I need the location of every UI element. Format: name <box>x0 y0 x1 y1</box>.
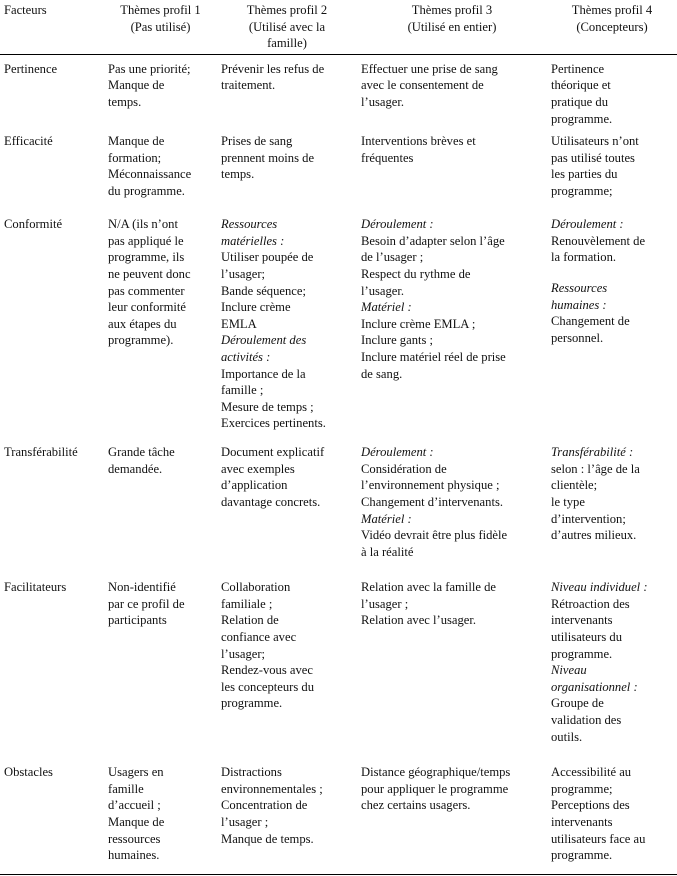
cell-text-line: programme. <box>551 111 613 126</box>
cell-text-line: programme, ils <box>108 250 185 265</box>
profile-cell-p1 <box>104 758 217 875</box>
cell-subheading: Ressources <box>551 280 608 295</box>
cell-text-line: les parties du <box>551 167 618 182</box>
cell-subheading: activités : <box>221 349 271 364</box>
cell-text-line: Mesure de temps ; <box>221 399 314 414</box>
cell-subheading: Niveau <box>551 663 587 678</box>
header-cell <box>104 0 217 54</box>
cell-subheading: Niveau individuel : <box>551 580 648 595</box>
table-row <box>0 54 677 127</box>
profile-cell-p3 <box>357 573 547 758</box>
profile-cell-p2 <box>217 210 357 438</box>
cell-text-line: ne peuvent donc <box>108 266 191 281</box>
cell-text-line: Document explicatif <box>221 445 325 460</box>
factor-cell: Efficacité <box>4 134 53 149</box>
cell-text-line: traitement. <box>221 78 276 93</box>
cell-subheading: Déroulement : <box>361 217 434 232</box>
cell-text-line: l’environnement physique ; <box>361 478 500 493</box>
cell-text-line: aux étapes du <box>108 316 177 331</box>
cell-text-line: Importance de la <box>221 366 306 381</box>
table-row <box>0 573 677 758</box>
cell-text-line: Considération de <box>361 461 447 476</box>
cell-text-line: pas appliqué le <box>108 233 184 248</box>
header-text-line: (Concepteurs) <box>576 19 648 34</box>
factor-cell: Transférabilité <box>4 445 78 460</box>
cell-text-line: Pas une priorité; <box>108 61 191 76</box>
cell-text-line: environnementales ; <box>221 781 323 796</box>
cell-text-line: Relation avec l’usager. <box>361 613 477 628</box>
cell-text-line: Perceptions des <box>551 798 630 813</box>
cell-text-line: Inclure crème EMLA ; <box>361 316 476 331</box>
cell-text-line: d’application <box>221 478 288 493</box>
factor-cell: Facilitateurs <box>4 580 67 595</box>
header-cell <box>0 0 104 54</box>
profile-cell-p3 <box>357 438 547 573</box>
cell-text-line: d’autres milieux. <box>551 528 637 543</box>
profile-cell-p4 <box>547 210 677 438</box>
header-text-line: Thèmes profil 1 <box>120 3 201 17</box>
cell-subheading: matérielles : <box>221 233 285 248</box>
cell-text-line: la formation. <box>551 250 617 265</box>
cell-text-line: programme; <box>551 183 613 198</box>
cell-text-line: Inclure gants ; <box>361 333 434 348</box>
profile-cell-p2 <box>217 438 357 573</box>
cell-text-line: validation des <box>551 712 622 727</box>
cell-text-line: avec le consentement de <box>361 78 484 93</box>
cell-text-line: leur conformité <box>108 300 186 315</box>
header-cell <box>547 0 677 54</box>
table-row <box>0 438 677 573</box>
cell-text-line: Accessibilité au <box>551 765 632 780</box>
cell-text-line: programme. <box>551 646 613 661</box>
factor-cell: Obstacles <box>0 758 104 875</box>
cell-text-line: l’usager ; <box>221 814 269 829</box>
cell-text-line: Prévenir les refus de <box>221 61 325 76</box>
cell-subheading: organisationnel : <box>551 679 638 694</box>
cell-text-line: clientèle; <box>551 478 598 493</box>
cell-subheading: Matériel : <box>361 511 412 526</box>
cell-text-line: Concentration de <box>221 798 308 813</box>
profile-cell-p1 <box>104 438 217 573</box>
cell-subheading: Déroulement : <box>551 217 624 232</box>
cell-text-line: Pertinence <box>551 61 605 76</box>
cell-subheading: humaines : <box>551 297 607 312</box>
cell-text-line: davantage concrets. <box>221 494 321 509</box>
cell-text-line: Rendez-vous avec <box>221 663 313 678</box>
cell-text-line: demandée. <box>108 461 163 476</box>
profile-cell-p2 <box>217 54 357 127</box>
header-cell <box>357 0 547 54</box>
cell-text-line: Collaboration <box>221 580 291 595</box>
cell-text-line: familiale ; <box>221 596 273 611</box>
cell-subheading: Déroulement : <box>361 445 434 460</box>
cell-text-line: par ce profil de <box>108 596 185 611</box>
cell-text-line: Effectuer une prise de sang <box>361 61 498 76</box>
cell-text-line: Interventions brèves et <box>361 134 476 149</box>
cell-text-line: Utilisateurs n’ont <box>551 134 639 149</box>
cell-text-line: Vidéo devrait être plus fidèle <box>361 528 508 543</box>
cell-text-line: Méconnaissance <box>108 167 192 182</box>
cell-text-line: l’usager. <box>361 283 405 298</box>
cell-text-line: programme; <box>551 781 613 796</box>
cell-text-line: outils. <box>551 729 583 744</box>
cell-text-line: théorique et <box>551 78 611 93</box>
cell-text-line: participants <box>108 613 167 628</box>
cell-text-line: l’usager ; <box>361 596 409 611</box>
cell-subheading: Ressources <box>221 217 278 232</box>
cell-text-line: de sang. <box>361 366 403 381</box>
table-row <box>0 210 677 438</box>
cell-text-line: Inclure matériel réel de prise <box>361 349 506 364</box>
cell-text-line: d’accueil ; <box>108 798 161 813</box>
header-text-line: Facteurs <box>4 3 47 17</box>
cell-text-line: Renouvèlement de <box>551 233 646 248</box>
profile-cell-p4 <box>547 758 677 875</box>
table-row <box>0 127 677 210</box>
cell-text-line: pratique du <box>551 94 609 109</box>
cell-text-line: intervenants <box>551 613 613 628</box>
header-text-line: (Utilisé en entier) <box>407 19 497 34</box>
cell-text-line: l’usager; <box>221 646 266 661</box>
cell-text-line: Distance géographique/temps <box>361 765 511 780</box>
cell-text-line: Changement d’intervenants. <box>361 494 503 509</box>
cell-text-line: temps. <box>221 167 255 182</box>
profile-cell-p1 <box>104 573 217 758</box>
cell-text-line: personnel. <box>551 330 604 345</box>
cell-text-line: EMLA <box>221 316 257 331</box>
cell-text-line: pour appliquer le programme <box>361 781 509 796</box>
profile-cell-p2 <box>217 758 357 875</box>
cell-text-line: N/A (ils n’ont <box>108 217 178 232</box>
cell-text-line: du programme. <box>108 183 185 198</box>
cell-subheading: Transférabilité : <box>551 445 634 460</box>
cell-text-line: utilisateurs du <box>551 629 623 644</box>
cell-text-line: humaines. <box>108 848 160 863</box>
cell-text-line: le type <box>551 494 585 509</box>
cell-text-line: ressources <box>108 831 161 846</box>
profile-cell-p4 <box>547 54 677 127</box>
cell-text-line: confiance avec <box>221 629 297 644</box>
cell-text-line: Utiliser poupée de <box>221 250 314 265</box>
header-text-line: Thèmes profil 2 <box>246 3 328 17</box>
cell-text-line: famille <box>108 781 144 796</box>
cell-text-line: Grande tâche <box>108 445 175 460</box>
cell-text-line: Rétroaction des <box>551 596 630 611</box>
cell-text-line: l’usager. <box>361 94 405 109</box>
cell-text-line: Bande séquence; <box>221 283 306 298</box>
cell-text-line: fréquentes <box>361 150 414 165</box>
cell-text-line: Exercices pertinents. <box>221 416 326 431</box>
cell-text-line: Usagers en <box>108 765 164 780</box>
profile-cell-p1 <box>104 210 217 438</box>
profile-cell-p4 <box>547 438 677 573</box>
factor-cell: Pertinence <box>4 61 58 76</box>
header-text-line: (Pas utilisé) <box>130 19 191 34</box>
profile-cell-p4 <box>547 573 677 758</box>
header-row <box>0 0 677 54</box>
cell-text-line: selon : l’âge de la <box>551 461 640 476</box>
cell-text-line: Manque de <box>108 814 165 829</box>
profile-cell-p3 <box>357 127 547 210</box>
cell-text-line: formation; <box>108 150 162 165</box>
profile-cell-p3 <box>357 54 547 127</box>
cell-text-line: l’usager; <box>221 266 266 281</box>
header-text-line: Thèmes profil 3 <box>411 3 493 17</box>
cell-text-line: utilisateurs face au <box>551 831 646 846</box>
profile-cell-p1 <box>104 127 217 210</box>
profile-cell-p2 <box>217 573 357 758</box>
cell-text-line: Manque de <box>108 78 165 93</box>
profile-cell-p1 <box>104 54 217 127</box>
cell-text-line: Besoin d’adapter selon l’âge <box>361 233 505 248</box>
cell-text-line: avec exemples <box>221 461 295 476</box>
cell-subheading: Déroulement des <box>221 333 307 348</box>
profile-cell-p2 <box>217 127 357 210</box>
header-cell <box>217 0 357 54</box>
profile-cell-p4 <box>547 127 677 210</box>
cell-text-line: d’intervention; <box>551 511 626 526</box>
cell-text-line: intervenants <box>551 814 613 829</box>
cell-text-line: Respect du rythme de <box>361 266 471 281</box>
cell-text-line: pas utilisé toutes <box>551 150 635 165</box>
spacer <box>551 266 673 280</box>
cell-text-line: Relation de <box>221 613 279 628</box>
cell-text-line: temps. <box>108 94 142 109</box>
cell-text-line: Manque de temps. <box>221 831 314 846</box>
cell-text-line: Groupe de <box>551 696 604 711</box>
cell-text-line: programme. <box>551 848 613 863</box>
cell-text-line: famille ; <box>221 383 264 398</box>
cell-text-line: pas commenter <box>108 283 185 298</box>
cell-text-line: programme. <box>221 696 283 711</box>
factor-cell: Conformité <box>4 217 63 232</box>
header-text-line: Thèmes profil 4 <box>571 3 653 17</box>
cell-text-line: de l’usager ; <box>361 250 424 265</box>
header-text-line: famille) <box>267 36 307 51</box>
cell-subheading: Matériel : <box>361 300 412 315</box>
cell-text-line: Inclure crème <box>221 300 291 315</box>
cell-text-line: Manque de <box>108 134 165 149</box>
cell-text-line: à la réalité <box>361 544 414 559</box>
cell-text-line: les concepteurs du <box>221 679 315 694</box>
cell-text-line: Non-identifié <box>108 580 176 595</box>
cell-text-line: Relation avec la famille de <box>361 580 496 595</box>
profile-cell-p3 <box>357 210 547 438</box>
cell-text-line: Prises de sang <box>221 134 293 149</box>
cell-text-line: programme). <box>108 333 174 348</box>
profile-cell-p3 <box>357 758 547 875</box>
cell-text-line: prennent moins de <box>221 150 315 165</box>
header-text-line: (Utilisé avec la <box>248 19 326 34</box>
cell-text-line: Distractions <box>221 765 282 780</box>
table-row <box>0 758 677 875</box>
cell-text-line: chez certains usagers. <box>361 798 471 813</box>
cell-text-line: Changement de <box>551 314 630 329</box>
